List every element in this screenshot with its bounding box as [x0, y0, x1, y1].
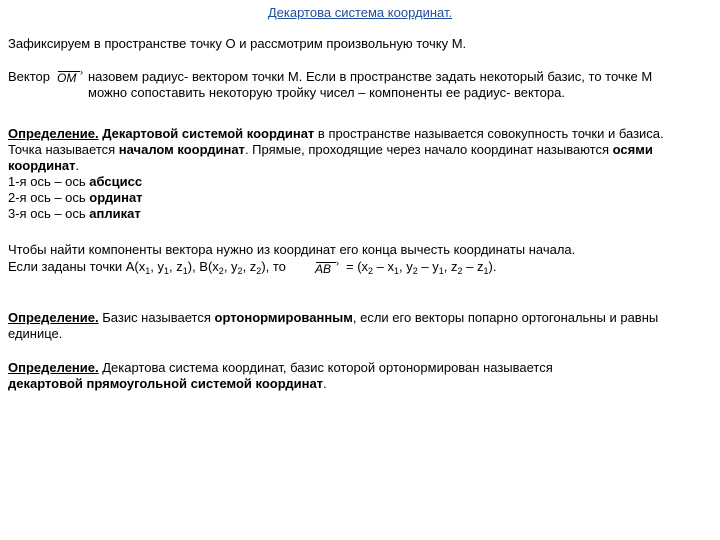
axis-1-name: абсцисс — [89, 174, 143, 189]
radius-vector-line1: назовем радиус- вектором точки М. Если в пространстве задать некоторый базис, то точке М — [88, 69, 653, 84]
orthonormal-line2: единице. — [8, 326, 63, 341]
period: . — [75, 158, 80, 173]
definition-text: в пространстве называется совокупность точки и базиса. — [314, 126, 664, 141]
coordinates-term: координат — [8, 158, 76, 173]
definition-label: Определение. — [8, 310, 99, 325]
axis-3-prefix: 3-я ось – ось — [8, 206, 90, 221]
axes-term: осями — [612, 142, 653, 157]
vector-ab-label: AB — [315, 262, 332, 276]
axis-1-prefix: 1-я ось – ось — [8, 174, 90, 189]
vector-ab-symbol: › AB — [315, 258, 339, 276]
definition-label: Определение. — [8, 126, 99, 141]
components-line1: Чтобы найти компоненты вектора нужно из координат его конца вычесть координаты начала. — [8, 242, 576, 257]
rectangular-line1: Определение. Декартова система координат, базис которой ортонормирован называется — [8, 360, 553, 375]
intro-paragraph: Зафиксируем в пространстве точку О и рассмотрим произвольную точку М. — [8, 36, 467, 51]
page-title: Декартова система координат. — [267, 5, 453, 20]
radius-vector-line2: можно сопоставить некоторую тройку чисел – компоненты ее радиус- вектора. — [88, 85, 565, 100]
origin-prefix: Точка называется — [8, 142, 119, 157]
vector-om-label: OM — [57, 71, 77, 85]
axis-3-name: апликат — [89, 206, 141, 221]
definition-line3 — [8, 158, 79, 174]
axis-3-line — [8, 206, 141, 222]
axis-2-name: ординат — [89, 190, 143, 205]
definition-line1 — [8, 126, 664, 142]
rectangular-line2: декартовой прямоугольной системой координат. — [8, 376, 327, 391]
vector-prefix: Вектор — [8, 69, 51, 84]
vector-om-symbol: › OM — [57, 67, 83, 85]
axis-2-prefix: 2-я ось – ось — [8, 190, 90, 205]
components-formula: = ($x_2 - x_1$, $y_2 - y_1$, $z_2 - z_1$). — [346, 259, 497, 276]
axis-1-line — [8, 174, 142, 190]
orthonormal-line1: Определение. Базис называется ортонормированным, если его векторы попарно ортогональны и равны — [8, 310, 659, 325]
axis-2-line — [8, 190, 143, 206]
orthonormal-term: ортонормированным — [214, 310, 353, 325]
definition-label: Определение. — [8, 360, 99, 375]
rectangular-term: декартовой прямоугольной системой координат — [8, 376, 324, 391]
definition-term: Декартовой системой координат — [102, 126, 315, 141]
axes-prefix: . Прямые, проходящие через начало координат называются — [244, 142, 613, 157]
definition-line2 — [8, 142, 653, 158]
components-line2: Если заданы точки $А(x_1$, $y_1$, $z_1$), $B(x_2$, $y_2$, $z_2$), то — [8, 259, 286, 276]
origin-term: началом координат — [118, 142, 245, 157]
